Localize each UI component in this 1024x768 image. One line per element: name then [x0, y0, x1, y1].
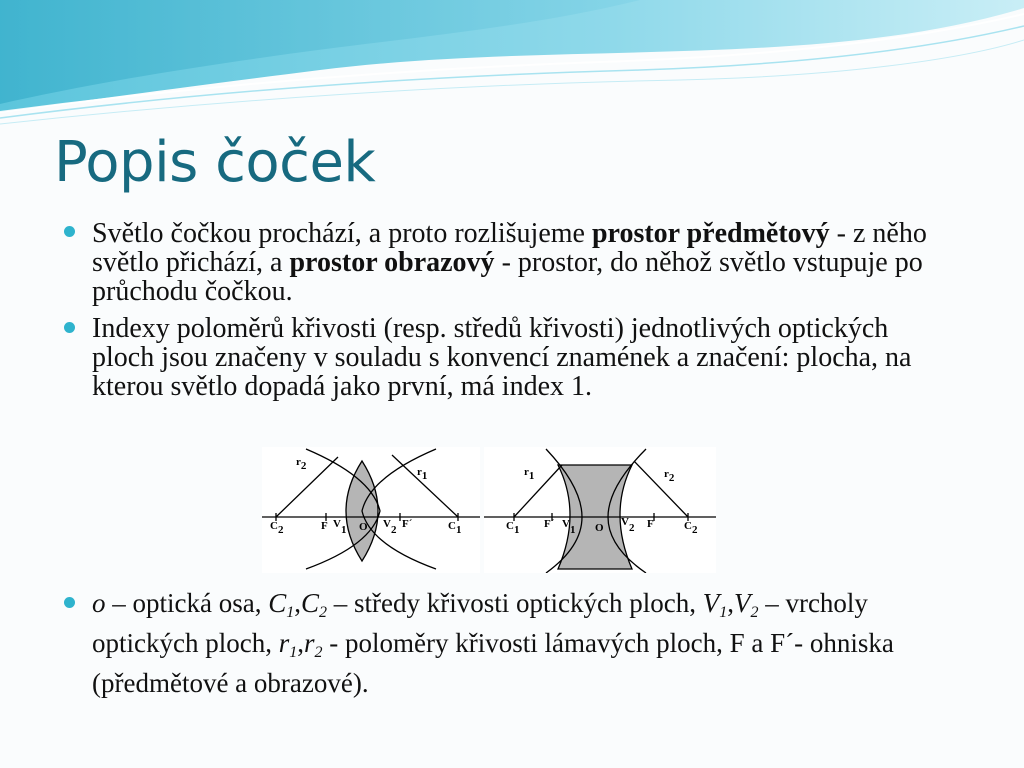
label-F-prime: F´: [544, 518, 555, 530]
bullet-marker: [64, 320, 78, 334]
bullet-marker: [64, 224, 78, 238]
text-segment: – středy křivosti optických ploch,: [327, 588, 703, 618]
label-F: F: [321, 520, 328, 532]
label-C2: C2: [684, 520, 698, 536]
label-F-prime: F´: [402, 518, 413, 530]
label-V1: V1: [562, 518, 576, 536]
text-segment: – vrcholy optických ploch,: [92, 588, 868, 658]
label-C1: C1: [448, 520, 462, 536]
label-r1: r1: [524, 466, 535, 482]
label-V2: V2: [383, 518, 397, 536]
symbol-V1: $V_1$: [702, 588, 728, 621]
symbol-r2: $r_2$: [303, 628, 323, 661]
label-C1: C1: [506, 520, 520, 536]
decorative-wave-header: [0, 0, 1024, 140]
concave-lens-diagram: [484, 447, 716, 573]
bullet-paragraph-1: [92, 219, 972, 306]
symbol-C2: $C_2$: [300, 588, 327, 621]
bullet-paragraph-3: o – optická osa, $C_1,C_2$ – středy křivosti optických ploch, $V_1,V_2$ – vrcholy optických ploch, $r_1,r_2$ - poloměry křivosti lámavých ploch, F a F´- ohniska (předmětové a obrazové).: [92, 588, 894, 698]
text-segment: – optická osa,: [105, 588, 269, 618]
convex-lens-diagram: [262, 447, 480, 573]
text-segment: - prostor, do něhož světlo vstupuje po průchodu čočkou.: [92, 247, 923, 307]
label-r2: r2: [664, 468, 675, 484]
text-segment: - poloměry křivosti lámavých ploch, F a F´- ohniska (předmětové a obrazové).: [92, 628, 894, 698]
symbol-r1: $r_1$: [278, 628, 298, 661]
label-V2: V2: [621, 516, 635, 534]
label-F: F: [647, 518, 654, 530]
label-r2: r2: [296, 456, 307, 472]
symbol-C1: $C_1$: [268, 588, 295, 621]
slide-title: Popis čoček: [54, 130, 376, 195]
bold-term: prostor obrazový: [289, 247, 495, 278]
label-V1: V1: [333, 518, 347, 536]
bullet-marker: [64, 595, 78, 609]
text-segment: Světlo čočkou prochází, a proto rozlišujeme: [92, 218, 592, 249]
symbol-V2: $V_2$: [733, 588, 759, 621]
bullet-paragraph-2: Indexy poloměrů křivosti (resp. středů křivosti) jednotlivých optických ploch jsou značeny v souladu s konvencí znamének a značení: plocha, na kterou světlo dopadá jako první, má index 1.: [92, 313, 912, 402]
symbol-o: o: [92, 588, 106, 618]
label-r1: r1: [417, 466, 428, 482]
label-O: O: [595, 522, 604, 534]
bold-term: prostor předmětový: [591, 218, 830, 249]
label-O: O: [359, 521, 368, 533]
text-segment: - z něho světlo přichází, a: [92, 218, 927, 278]
label-C2: C2: [270, 520, 284, 536]
